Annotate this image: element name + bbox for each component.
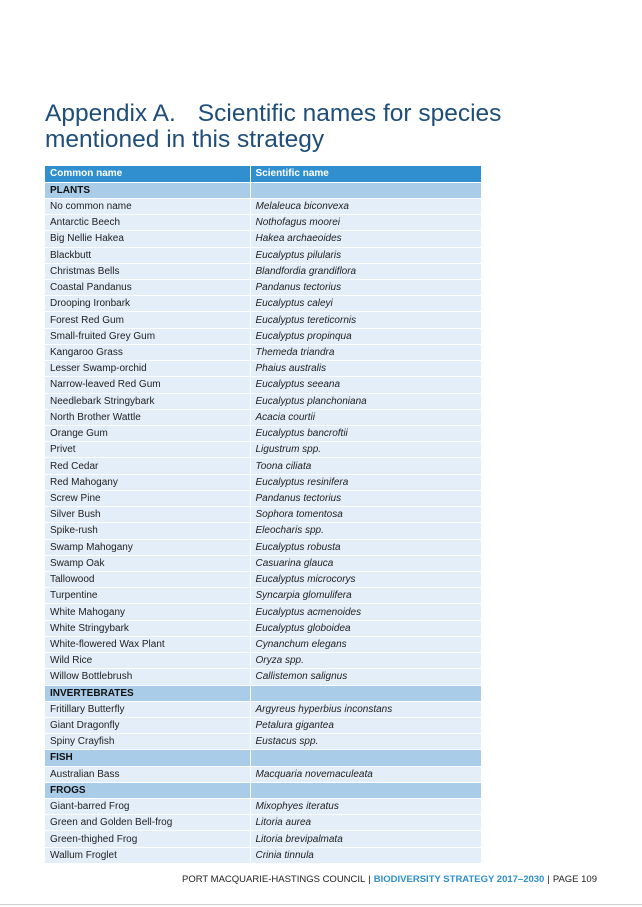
header-common-name: Common name: [45, 166, 250, 182]
common-name-cell: Christmas Bells: [45, 263, 250, 279]
table-row: [45, 669, 481, 685]
scientific-name-cell: Eucalyptus caleyi: [250, 296, 481, 312]
common-name-cell: Coastal Pandanus: [45, 280, 250, 296]
title-line-1: Scientific names for species: [197, 100, 502, 127]
common-name-cell: Green-thighed Frog: [45, 831, 250, 847]
table-row: [45, 215, 481, 231]
section-empty-cell: [250, 685, 481, 701]
scientific-name-cell: Sophora tomentosa: [250, 507, 481, 523]
table-row: [45, 571, 481, 587]
common-name-cell: Big Nellie Hakea: [45, 231, 250, 247]
common-name-cell: No common name: [45, 198, 250, 214]
common-name-cell: Willow Bottlebrush: [45, 669, 250, 685]
page-footer: [0, 874, 597, 885]
scientific-name-cell: Pandanus tectorius: [250, 490, 481, 506]
common-name-cell: Wallum Froglet: [45, 847, 250, 863]
footer-council: PORT MACQUARIE-HASTINGS COUNCIL: [181, 874, 366, 885]
common-name-cell: Blackbutt: [45, 247, 250, 263]
table-row: [45, 393, 481, 409]
species-table-body: [45, 182, 481, 863]
table-row: [45, 377, 481, 393]
section-row: [45, 182, 481, 198]
table-row: [45, 766, 481, 782]
common-name-cell: Narrow-leaved Red Gum: [45, 377, 250, 393]
table-row: [45, 831, 481, 847]
table-row: [45, 474, 481, 490]
common-name-cell: White Mahogany: [45, 604, 250, 620]
scientific-name-cell: Eucalyptus seeana: [250, 377, 481, 393]
scientific-name-cell: Syncarpia glomulifera: [250, 588, 481, 604]
scientific-name-cell: Litoria aurea: [250, 815, 481, 831]
appendix-label: Appendix A.: [45, 100, 176, 127]
common-name-cell: Screw Pine: [45, 490, 250, 506]
scientific-name-cell: Oryza spp.: [250, 653, 481, 669]
table-row: [45, 296, 481, 312]
common-name-cell: Tallowood: [45, 571, 250, 587]
table-row: [45, 328, 481, 344]
table-row: [45, 799, 481, 815]
common-name-cell: Giant-barred Frog: [45, 799, 250, 815]
scientific-name-cell: Eleocharis spp.: [250, 523, 481, 539]
common-name-cell: Giant Dragonfly: [45, 717, 250, 733]
page-title: [45, 101, 565, 153]
table-row: [45, 815, 481, 831]
scientific-name-cell: Casuarina glauca: [250, 555, 481, 571]
scientific-name-cell: Blandfordia grandiflora: [250, 263, 481, 279]
table-row: [45, 458, 481, 474]
table-row: [45, 263, 481, 279]
table-row: [45, 604, 481, 620]
section-label: INVERTEBRATES: [45, 685, 250, 701]
common-name-cell: Wild Rice: [45, 653, 250, 669]
footer-separator: |: [368, 874, 371, 885]
table-row: [45, 523, 481, 539]
scientific-name-cell: Pandanus tectorius: [250, 280, 481, 296]
scientific-name-cell: Acacia courtii: [250, 409, 481, 425]
scientific-name-cell: Eucalyptus globoidea: [250, 620, 481, 636]
section-label: FROGS: [45, 782, 250, 798]
common-name-cell: Swamp Oak: [45, 555, 250, 571]
table-row: [45, 701, 481, 717]
scientific-name-cell: Phaius australis: [250, 361, 481, 377]
common-name-cell: Green and Golden Bell-frog: [45, 815, 250, 831]
footer-separator-2: |: [547, 874, 550, 885]
section-row: [45, 782, 481, 798]
common-name-cell: Australian Bass: [45, 766, 250, 782]
common-name-cell: Spike-rush: [45, 523, 250, 539]
section-row: [45, 750, 481, 766]
common-name-cell: North Brother Wattle: [45, 409, 250, 425]
scientific-name-cell: Eucalyptus planchoniana: [250, 393, 481, 409]
scientific-name-cell: Eucalyptus tereticornis: [250, 312, 481, 328]
header-scientific-name: Scientific name: [250, 166, 481, 182]
scientific-name-cell: Eucalyptus propinqua: [250, 328, 481, 344]
scientific-name-cell: Eucalyptus acmenoides: [250, 604, 481, 620]
scientific-name-cell: Litoria brevipalmata: [250, 831, 481, 847]
scientific-name-cell: Macquaria novemaculeata: [250, 766, 481, 782]
common-name-cell: Kangaroo Grass: [45, 344, 250, 360]
common-name-cell: Red Mahogany: [45, 474, 250, 490]
scientific-name-cell: Petalura gigantea: [250, 717, 481, 733]
table-row: [45, 539, 481, 555]
common-name-cell: Fritillary Butterfly: [45, 701, 250, 717]
scientific-name-cell: Cynanchum elegans: [250, 636, 481, 652]
scientific-name-cell: Crinia tinnula: [250, 847, 481, 863]
common-name-cell: Forest Red Gum: [45, 312, 250, 328]
scientific-name-cell: Eucalyptus robusta: [250, 539, 481, 555]
table-row: [45, 847, 481, 863]
scientific-name-cell: Melaleuca biconvexa: [250, 198, 481, 214]
common-name-cell: Needlebark Stringybark: [45, 393, 250, 409]
species-table: [45, 166, 482, 864]
page-edge-rule: [0, 904, 642, 905]
common-name-cell: Silver Bush: [45, 507, 250, 523]
table-row: [45, 717, 481, 733]
table-row: [45, 312, 481, 328]
common-name-cell: Privet: [45, 442, 250, 458]
common-name-cell: Small-fruited Grey Gum: [45, 328, 250, 344]
scientific-name-cell: Hakea archaeoides: [250, 231, 481, 247]
common-name-cell: Orange Gum: [45, 426, 250, 442]
section-label: FISH: [45, 750, 250, 766]
scientific-name-cell: Eustacus spp.: [250, 734, 481, 750]
table-header-row: [45, 166, 481, 182]
table-row: [45, 198, 481, 214]
scientific-name-cell: Callistemon salignus: [250, 669, 481, 685]
table-row: [45, 734, 481, 750]
scientific-name-cell: Nothofagus moorei: [250, 215, 481, 231]
table-row: [45, 280, 481, 296]
footer-page-number: PAGE 109: [552, 874, 597, 885]
section-row: [45, 685, 481, 701]
table-row: [45, 231, 481, 247]
common-name-cell: Spiny Crayfish: [45, 734, 250, 750]
section-empty-cell: [250, 750, 481, 766]
table-row: [45, 247, 481, 263]
common-name-cell: Lesser Swamp-orchid: [45, 361, 250, 377]
title-line-2: mentioned in this strategy: [45, 126, 325, 153]
table-row: [45, 588, 481, 604]
table-row: [45, 620, 481, 636]
table-row: [45, 653, 481, 669]
section-label: PLANTS: [45, 182, 250, 198]
scientific-name-cell: Eucalyptus bancroftii: [250, 426, 481, 442]
scientific-name-cell: Themeda triandra: [250, 344, 481, 360]
scientific-name-cell: Eucalyptus resinifera: [250, 474, 481, 490]
table-row: [45, 442, 481, 458]
table-row: [45, 555, 481, 571]
common-name-cell: Drooping Ironbark: [45, 296, 250, 312]
scientific-name-cell: Mixophyes iteratus: [250, 799, 481, 815]
common-name-cell: Swamp Mahogany: [45, 539, 250, 555]
common-name-cell: Antarctic Beech: [45, 215, 250, 231]
scientific-name-cell: Eucalyptus microcorys: [250, 571, 481, 587]
scientific-name-cell: Argyreus hyperbius inconstans: [250, 701, 481, 717]
section-empty-cell: [250, 782, 481, 798]
common-name-cell: Turpentine: [45, 588, 250, 604]
table-row: [45, 507, 481, 523]
section-empty-cell: [250, 182, 481, 198]
table-row: [45, 361, 481, 377]
common-name-cell: White Stringybark: [45, 620, 250, 636]
table-row: [45, 344, 481, 360]
scientific-name-cell: Eucalyptus pilularis: [250, 247, 481, 263]
common-name-cell: Red Cedar: [45, 458, 250, 474]
common-name-cell: White-flowered Wax Plant: [45, 636, 250, 652]
table-row: [45, 409, 481, 425]
footer-strategy: BIODIVERSITY STRATEGY 2017–2030: [373, 874, 545, 885]
table-row: [45, 426, 481, 442]
table-row: [45, 490, 481, 506]
scientific-name-cell: Toona ciliata: [250, 458, 481, 474]
scientific-name-cell: Ligustrum spp.: [250, 442, 481, 458]
table-row: [45, 636, 481, 652]
